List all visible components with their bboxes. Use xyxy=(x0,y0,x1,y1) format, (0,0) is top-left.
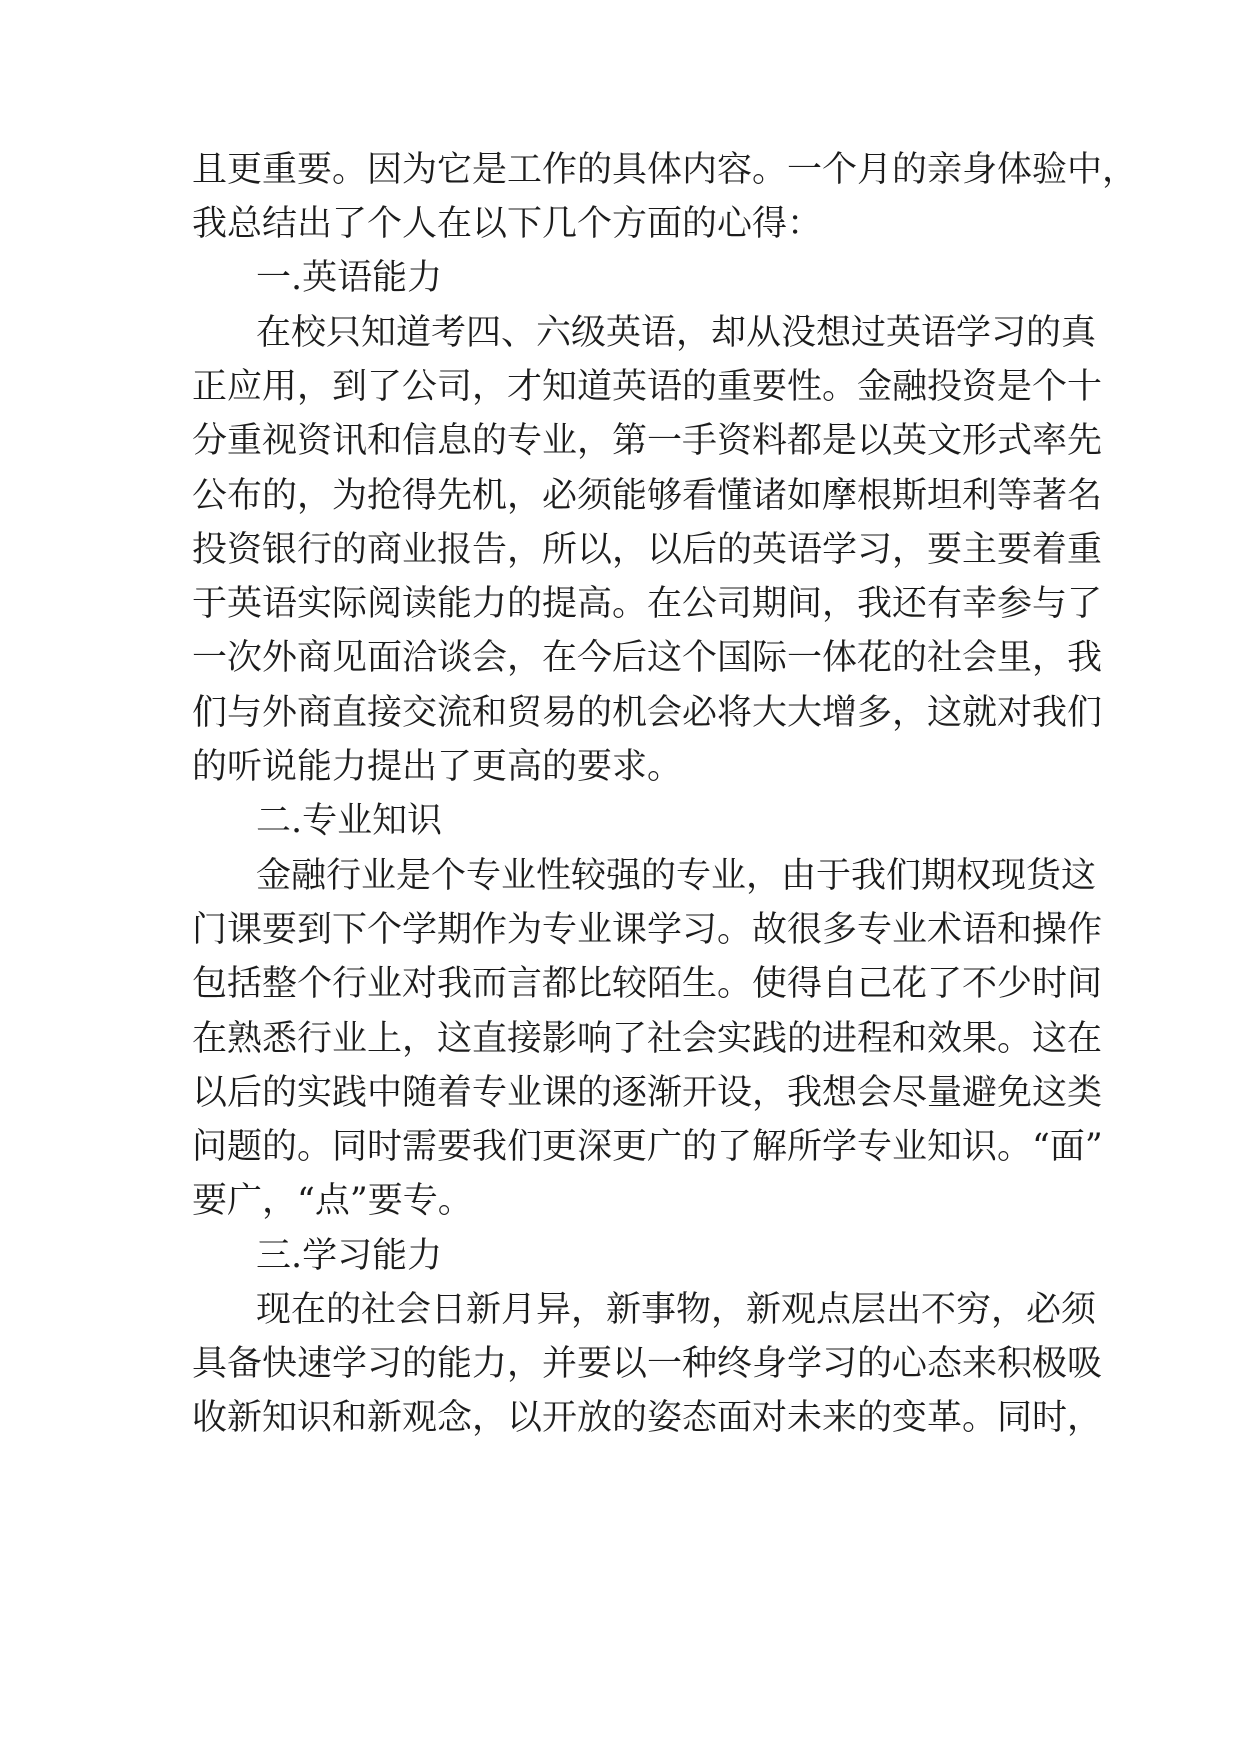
paragraph-line: 包括整个行业对我而言都比较陌生。使得自己花了不少时间 xyxy=(192,964,1103,1004)
paragraph-line: 具备快速学习的能力，并要以一种终身学习的心态来积极吸 xyxy=(192,1344,1103,1384)
paragraph-line: 在熟悉行业上，这直接影响了社会实践的进程和效果。这在 xyxy=(192,1019,1103,1059)
section-heading-learning: 三.学习能力 xyxy=(256,1236,443,1276)
paragraph-line: 于英语实际阅读能力的提高。在公司期间，我还有幸参与了 xyxy=(192,584,1103,624)
paragraph-line: 我总结出了个人在以下几个方面的心得： xyxy=(192,204,823,244)
paragraph-line: 要广，“点”要专。 xyxy=(192,1181,473,1221)
paragraph-line: 分重视资讯和信息的专业，第一手资料都是以英文形式率先 xyxy=(192,421,1103,461)
paragraph-line: 以后的实践中随着专业课的逐渐开设，我想会尽量避免这类 xyxy=(192,1073,1103,1113)
paragraph-line: 在校只知道考四、六级英语，却从没想过英语学习的真 xyxy=(256,313,1097,353)
paragraph-line: 们与外商直接交流和贸易的机会必将大大增多，这就对我们 xyxy=(192,693,1103,733)
paragraph-line: 正应用，到了公司，才知道英语的重要性。金融投资是个十 xyxy=(192,367,1103,407)
paragraph-line: 一次外商见面洽谈会，在今后这个国际一体花的社会里，我 xyxy=(192,638,1103,678)
paragraph-line: 收新知识和新观念，以开放的姿态面对未来的变革。同时， xyxy=(192,1398,1103,1438)
paragraph-line: 公布的，为抢得先机，必须能够看懂诸如摩根斯坦利等著名 xyxy=(192,476,1103,516)
paragraph-line: 问题的。同时需要我们更深更广的了解所学专业知识。“面” xyxy=(192,1127,1103,1167)
paragraph-line: 的听说能力提出了更高的要求。 xyxy=(192,747,683,787)
paragraph-line: 现在的社会日新月异，新事物，新观点层出不穷，必须 xyxy=(256,1290,1097,1330)
paragraph-line: 投资银行的商业报告，所以，以后的英语学习，要主要着重 xyxy=(192,530,1103,570)
paragraph-line: 金融行业是个专业性较强的专业，由于我们期权现货这 xyxy=(256,856,1097,896)
section-heading-english: 一.英语能力 xyxy=(256,258,443,298)
paragraph-line: 门课要到下个学期作为专业课学习。故很多专业术语和操作 xyxy=(192,910,1103,950)
section-heading-professional: 二.专业知识 xyxy=(256,801,443,841)
paragraph-line: 且更重要。因为它是工作的具体内容。一个月的亲身体验中， xyxy=(192,150,1138,190)
